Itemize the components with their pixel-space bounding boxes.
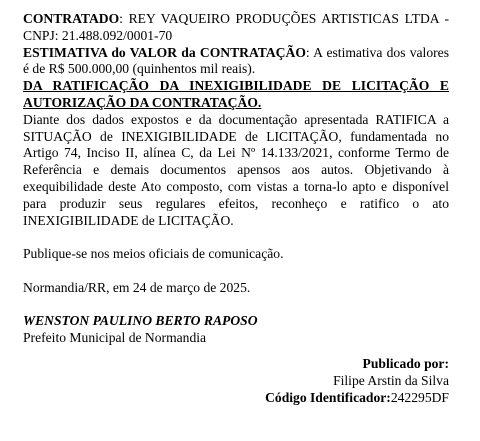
codigo-identificador-value: 242295DF: [390, 389, 449, 405]
contratado-value: : REY VAQUEIRO PRODUÇÕES ARTISTICAS LTDA - CNPJ: 21.488.092/0001-70: [23, 11, 449, 43]
estimativa-value: : A estimativa dos valores é de R$ 500.000,00 (quinhentos mil reais).: [23, 44, 449, 77]
ratificacao-heading: DA RATIFICAÇÃO DA INEXIGIBILIDADE DE LICITAÇÃO E AUTORIZAÇÃO DA CONTRATAÇÃO.: [23, 78, 449, 110]
document-body: [23, 11, 449, 406]
publique-text: Publique-se nos meios oficiais de comunicação.: [23, 246, 284, 262]
publicado-por-label: Publicado por:: [362, 355, 449, 371]
estimativa-label: ESTIMATIVA do VALOR da CONTRATAÇÃO: [23, 44, 306, 60]
spacer: [23, 297, 449, 314]
spacer: [23, 263, 449, 280]
codigo-identificador-label: Código Identificador:: [265, 389, 391, 405]
codigo-identificador-line: [23, 389, 449, 406]
signatario-nome: WENSTON PAULINO BERTO RAPOSO: [23, 313, 258, 329]
publication-block: [23, 355, 449, 406]
local-data-text: Normandia/RR, em 24 de março de 2025.: [23, 279, 251, 295]
publicado-por-nome: Filipe Arstin da Silva: [333, 372, 449, 388]
estimativa-paragraph: [23, 45, 449, 79]
contratado-paragraph: [23, 11, 449, 45]
signatario-cargo: Prefeito Municipal de Normandia: [23, 330, 207, 346]
spacer: [23, 229, 449, 246]
ratificacao-body: Diante dos dados expostos e da documentação apresentada RATIFICA a SITUAÇÃO de INEXIGIBILIDADE de LICITAÇÃO, fundamentada no Artigo 74, Inciso II, alínea C, da Lei Nº 14.133/2021, conforme Termo de Referência e demais documentos apensos aos autos. Objetivando à exequibilidade deste Ato composto, com vistas a torna-lo apto e disponível para produzir seus regulares efeitos, reconheço e ratifico o ato INEXIGIBILIDADE de LICITAÇÃO.: [23, 111, 449, 228]
contratado-label: CONTRATADO: [23, 11, 120, 26]
